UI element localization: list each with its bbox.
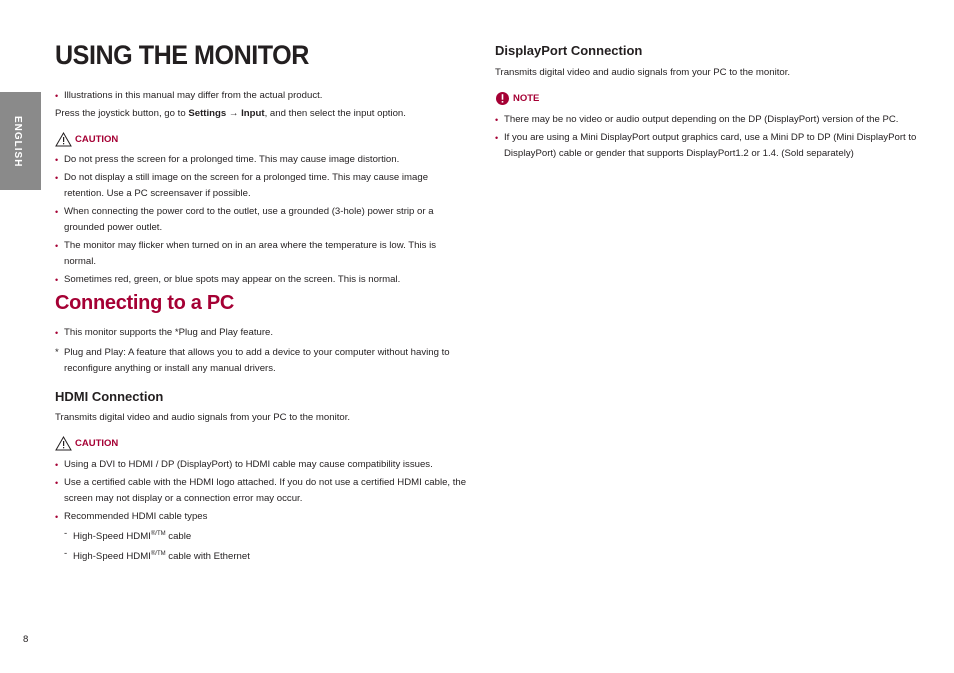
- list-item: • There may be no video or audio output depending on the DP (DisplayPort) version of the PC.: [495, 112, 920, 128]
- caution-label: CAUTION: [75, 134, 119, 145]
- intro-list: [55, 88, 480, 106]
- page-title: USING THE MONITOR: [55, 40, 309, 70]
- warning-triangle-icon: [55, 132, 72, 147]
- caution-label: CAUTION: [75, 438, 119, 449]
- page-number: 8: [23, 634, 29, 645]
- asterisk-mark: *: [55, 347, 59, 358]
- input-term: Input: [241, 108, 265, 119]
- language-tab: [0, 92, 41, 190]
- note-callout: [495, 91, 539, 106]
- list-item: - High-Speed $HDMI^{®/TM}$ cable with Ethernet: [64, 546, 464, 565]
- list-item: • Use a certified cable with the HDMI logo attached. If you do not use a certified HDMI cable, the screen may not display or a connection error may occur.: [55, 475, 480, 507]
- hdmi-cable-types: [64, 526, 464, 566]
- list-item: • Sometimes red, green, or blue spots may appear on the screen. This is normal.: [55, 272, 465, 288]
- hdmi-section-title: HDMI Connection: [55, 389, 164, 404]
- list-item: • Do not press the screen for a prolonged time. This may cause image distortion.: [55, 152, 465, 168]
- plug-and-play-note: * Plug and Play: A feature that allows you to add a device to your computer without having to reconfigure anything or install any manual drivers.: [55, 347, 450, 374]
- list-item: • Recommended HDMI cable types: [55, 509, 480, 525]
- language-tab-label: ENGLISH: [12, 116, 23, 168]
- note-list: [495, 112, 920, 164]
- hdmi-description: Transmits digital video and audio signals from your PC to the monitor.: [55, 412, 351, 423]
- note-label: NOTE: [513, 93, 540, 104]
- joystick-instruction: Press the joystick button, go to Settings → Input, and then select the input option.: [55, 108, 406, 119]
- list-item: • Illustrations in this manual may differ from the actual product.: [55, 88, 480, 104]
- displayport-section-title: DisplayPort Connection: [495, 43, 643, 58]
- warning-triangle-icon: [55, 436, 72, 451]
- displayport-description: Transmits digital video and audio signals from your PC to the monitor.: [495, 67, 791, 78]
- connecting-section-title: Connecting to a PC: [55, 292, 235, 314]
- list-item: • When connecting the power cord to the outlet, use a grounded (3-hole) power strip or a grounded power outlet.: [55, 204, 465, 236]
- settings-term: Settings: [188, 108, 227, 119]
- connecting-list: [55, 325, 480, 343]
- list-item: • The monitor may flicker when turned on in an area where the temperature is low. This is normal.: [55, 238, 465, 270]
- list-item: • If you are using a Mini DisplayPort output graphics card, use a Mini DP to DP (Mini DisplayPort to DisplayPort) cable or gender that supports DisplayPort1.2 or 1.4. (Sold separately): [495, 130, 920, 162]
- hdmi-caution-list: [55, 457, 480, 527]
- hdmi-caution-callout: [55, 436, 118, 451]
- arrow-glyph: →: [226, 108, 242, 119]
- caution-list: [55, 152, 465, 290]
- list-item: - High-Speed $HDMI^{®/TM}$ cable: [64, 526, 464, 545]
- list-item: • This monitor supports the *Plug and Play feature.: [55, 325, 480, 341]
- caution-callout: [55, 132, 118, 147]
- exclamation-icon: [495, 91, 510, 106]
- list-item: • Do not display a still image on the screen for a prolonged time. This may cause image retention. Use a PC screensaver if possible.: [55, 170, 465, 202]
- list-item: • Using a DVI to HDMI / DP (DisplayPort) to HDMI cable may cause compatibility issues.: [55, 457, 480, 473]
